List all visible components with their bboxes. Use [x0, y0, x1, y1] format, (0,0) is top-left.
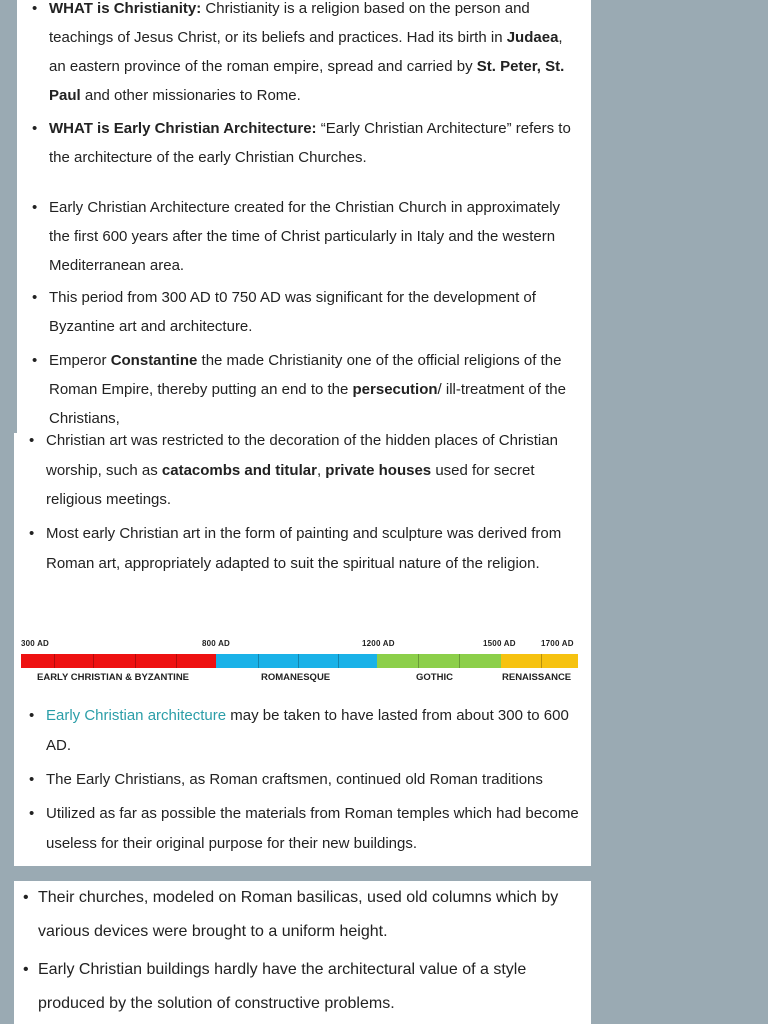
bold-text: WHAT is Christianity:: [49, 0, 202, 17]
bullet-text: [38, 953, 589, 1021]
bullet-dot: •: [32, 0, 38, 17]
bullet-christianity: [32, 0, 582, 110]
text-run: ,: [316, 461, 326, 479]
text-run: used for secret religious meetings.: [46, 461, 535, 508]
bullet-text: [38, 881, 589, 949]
period-timeline: [21, 639, 581, 684]
bold-text: private houses: [325, 461, 432, 479]
bullet-text: [49, 114, 582, 172]
timeline-divider: [298, 654, 299, 668]
timeline-tick-label: 800 AD: [202, 639, 231, 648]
bold-text: catacombs and titular: [161, 461, 317, 479]
bullet-dot: •: [32, 352, 38, 369]
timeline-divider: [54, 654, 55, 668]
bullet-dot: •: [23, 889, 29, 906]
timeline-divider: [176, 654, 177, 668]
text-run: Early Christian buildings hardly have the architectural value of a style produced by the solution of constructive problems.: [38, 961, 527, 1012]
bullet-dot: •: [32, 120, 38, 137]
timeline-divider: [418, 654, 419, 668]
bullet-dot: •: [29, 805, 35, 822]
text-run: may be taken to have lasted from about 300 to 600 AD.: [46, 707, 569, 754]
bullet-text: [46, 701, 584, 760]
bullet-early-christian-duration: [29, 701, 584, 760]
bullet-dot: •: [32, 199, 38, 216]
text-run: Christian art was restricted to the decoration of the hidden places of Christian worship, such as: [46, 432, 558, 479]
bullet-dot: •: [29, 432, 35, 449]
text-run: Christianity is a religion based on the person and teachings of Jesus Christ, or its beliefs and practices. Had its birth in: [49, 0, 530, 46]
text-run: and other missionaries to Rome.: [80, 87, 301, 104]
text-run: This period from 300 AD t0 750 AD was significant for the development of Byzantine art and architecture.: [49, 289, 536, 335]
bullet-roman-art: [29, 519, 584, 578]
text-run: The Early Christians, as Roman craftsmen, continued old Roman traditions: [46, 771, 543, 788]
bullet-text: [46, 519, 584, 578]
bullet-text: [49, 0, 582, 110]
timeline-divider: [258, 654, 259, 668]
timeline-segment-romanesque: [216, 654, 377, 668]
timeline-era-label: GOTHIC: [416, 672, 453, 683]
bullet-basilicas: [23, 881, 589, 949]
timeline-tick-label: 1700 AD: [541, 639, 574, 648]
timeline-segment-gothic: [377, 654, 501, 668]
timeline-divider: [541, 654, 542, 668]
slide-card-2: [14, 433, 591, 866]
bullet-text: [46, 426, 584, 515]
text-run: Early Christian Architecture created for the Christian Church in approximately the first 600 years after the time of Christ particularly in Italy and the western Mediterranean area.: [49, 199, 561, 274]
text-run: / ill-treatment of the Christians,: [49, 381, 566, 427]
timeline-era-label: ROMANESQUE: [261, 672, 331, 683]
bullet-text: [49, 283, 582, 341]
bullet-constantine: [32, 346, 582, 433]
bullet-roman-materials: [29, 799, 584, 858]
text-run: Emperor: [49, 352, 111, 369]
bullet-text: [49, 346, 582, 433]
bold-text: St. Peter, St. Paul: [49, 58, 565, 104]
timeline-segment-renaissance: [501, 654, 578, 668]
text-run: Most early Christian art in the form of painting and sculpture was derived from Roman art, appropriately adapted to suit the spiritual nature of the religion.: [46, 525, 562, 572]
bullet-early-christian-architecture: [32, 114, 582, 172]
bullet-dot: •: [29, 771, 35, 788]
text-run: “Early Christian Architecture” refers to the architecture of the early Christian Churches.: [49, 120, 571, 166]
bullet-first-600-years: [32, 193, 582, 280]
timeline-tick-label: 1200 AD: [362, 639, 395, 648]
bold-text: Judaea: [506, 29, 559, 46]
bullet-christian-art: [29, 426, 584, 515]
slide-card-3: [14, 881, 591, 1024]
text-run: the made Christianity one of the official religions of the Roman Empire, thereby putting an end to the: [49, 352, 562, 398]
bullet-dot: •: [32, 289, 38, 306]
timeline-era-label: EARLY CHRISTIAN & BYZANTINE: [37, 672, 190, 683]
bullet-dot: •: [29, 525, 35, 542]
bullet-text: [46, 765, 584, 795]
timeline-divider: [338, 654, 339, 668]
text-link[interactable]: Early Christian architecture: [46, 707, 227, 724]
bullet-roman-craftsmen: [29, 765, 584, 795]
bullet-dot: •: [29, 707, 35, 724]
bold-text: persecution: [352, 381, 438, 398]
bold-text: WHAT is Early Christian Architecture:: [49, 120, 317, 137]
bullet-text: [49, 193, 582, 280]
bullet-architectural-value: [23, 953, 589, 1021]
bullet-dot: •: [23, 961, 29, 978]
timeline-tick-label: 300 AD: [21, 639, 50, 648]
text-run: Utilized as far as possible the materials from Roman temples which had become useless for their original purpose for their new buildings.: [46, 805, 579, 852]
timeline-tick-label: 1500 AD: [483, 639, 516, 648]
bullet-period: [32, 283, 582, 341]
timeline-divider: [135, 654, 136, 668]
timeline-divider: [93, 654, 94, 668]
text-run: Their churches, modeled on Roman basilicas, used old columns which by various devices were brought to a uniform height.: [38, 889, 559, 940]
slide-card-1: [17, 0, 591, 433]
timeline-divider: [459, 654, 460, 668]
timeline-segment-early-christian: [21, 654, 216, 668]
text-run: , an eastern province of the roman empire, spread and carried by: [49, 29, 563, 75]
bullet-text: [46, 799, 584, 858]
timeline-era-label: RENAISSANCE: [502, 672, 572, 683]
bold-text: Constantine: [110, 352, 198, 369]
